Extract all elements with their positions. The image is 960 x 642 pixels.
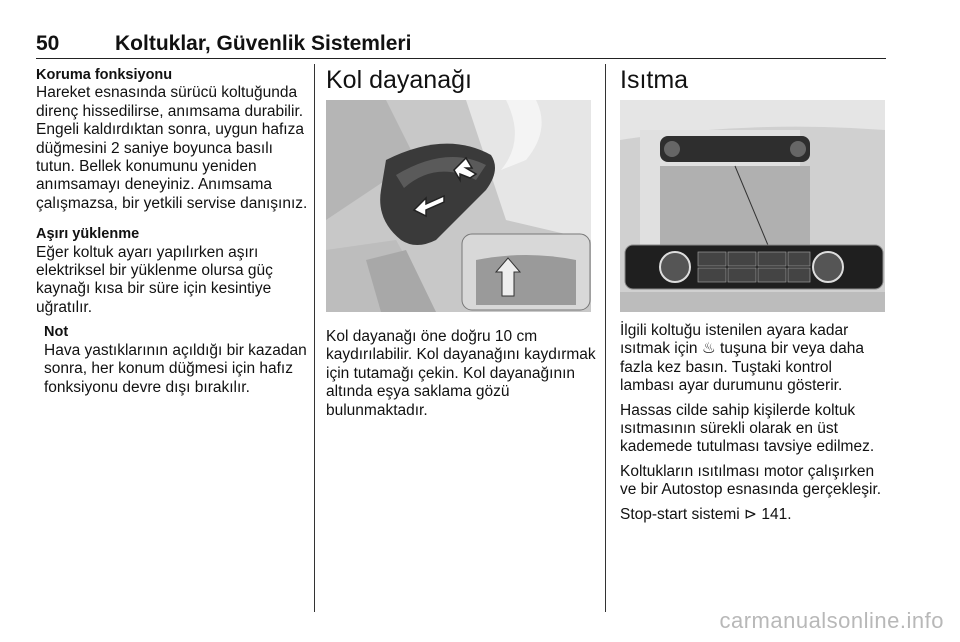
- column-3-text: [620, 322, 890, 524]
- koruma-text: Hareket esnasında sürücü koltuğunda direnç hissedilirse, anımsama durabilir. Engeli kaldırdıktan sonra, uygun hafıza düğmesini 2 saniye boyunca basılı tutun. Bellek konumunu yeniden anımsamayı deneyiniz. Anımsama çalışmazsa, bir yetkili servise danışınız.: [36, 84, 308, 212]
- watermark: carmanualsonline.info: [719, 608, 944, 633]
- isitma-p1: [620, 322, 890, 396]
- koruma-heading: Koruma fonksiyonu: [36, 67, 173, 83]
- asiri-text: Eğer koltuk ayarı yapılırken aşırı elektriksel bir yüklenme olursa güç kaynağı kısa bir süre için kesintiye uğratılır.: [36, 243, 273, 316]
- column-divider-2: [605, 64, 606, 612]
- stop-start-text: Stop-start sistemi: [620, 505, 740, 523]
- isitma-p4: [620, 506, 890, 524]
- kol-dayanagi-text: Kol dayanağı öne doğru 10 cm kaydırılabilir. Kol dayanağını kaydırmak için tutamağı çekin. Kol dayanağının altında eşya saklama gözü bulunmaktadır.: [326, 328, 596, 419]
- kol-dayanagi-heading: Kol dayanağı: [326, 66, 472, 94]
- note-heading: Not: [44, 324, 69, 341]
- page-ref-number: 141.: [761, 505, 792, 523]
- isitma-heading: Isıtma: [620, 66, 689, 94]
- note-text: Hava yastıklarının açıldığı bir kazadan sonra, her konum düğmesi için hafız fonksiyonu devre dışı bırakılır.: [44, 341, 307, 396]
- column-2-text: [326, 328, 598, 420]
- seat-heat-icon: ♨: [701, 340, 716, 358]
- column-divider-1: [314, 64, 315, 612]
- climate-control-illustration: [620, 100, 885, 312]
- page-title: Koltuklar, Güvenlik Sistemleri: [115, 32, 412, 55]
- isitma-p3: Koltukların ısıtılması motor çalışırken ve bir Autostop esnasında gerçekleşir.: [620, 462, 882, 499]
- note-box: [44, 323, 308, 397]
- isitma-p1-after: tuşuna bir veya daha fazla kez basın. Tuştaki kontrol lambası ayar durumunu gösterir.: [620, 340, 864, 395]
- page-ref-icon: ⊳: [744, 505, 758, 523]
- column-1: [36, 66, 308, 397]
- asiri-heading: Aşırı yüklenme: [36, 226, 140, 243]
- page-number: 50: [36, 32, 60, 55]
- isitma-p1-before: İlgili koltuğu istenilen ayara kadar ısıtmak için: [620, 322, 849, 358]
- isitma-p2: Hassas cilde sahip kişilerde koltuk ısıtmasının sürekli olarak en üst kademede tutulması tavsiye edilmez.: [620, 401, 875, 456]
- armrest-illustration: [326, 100, 591, 312]
- header-rule: [36, 58, 886, 59]
